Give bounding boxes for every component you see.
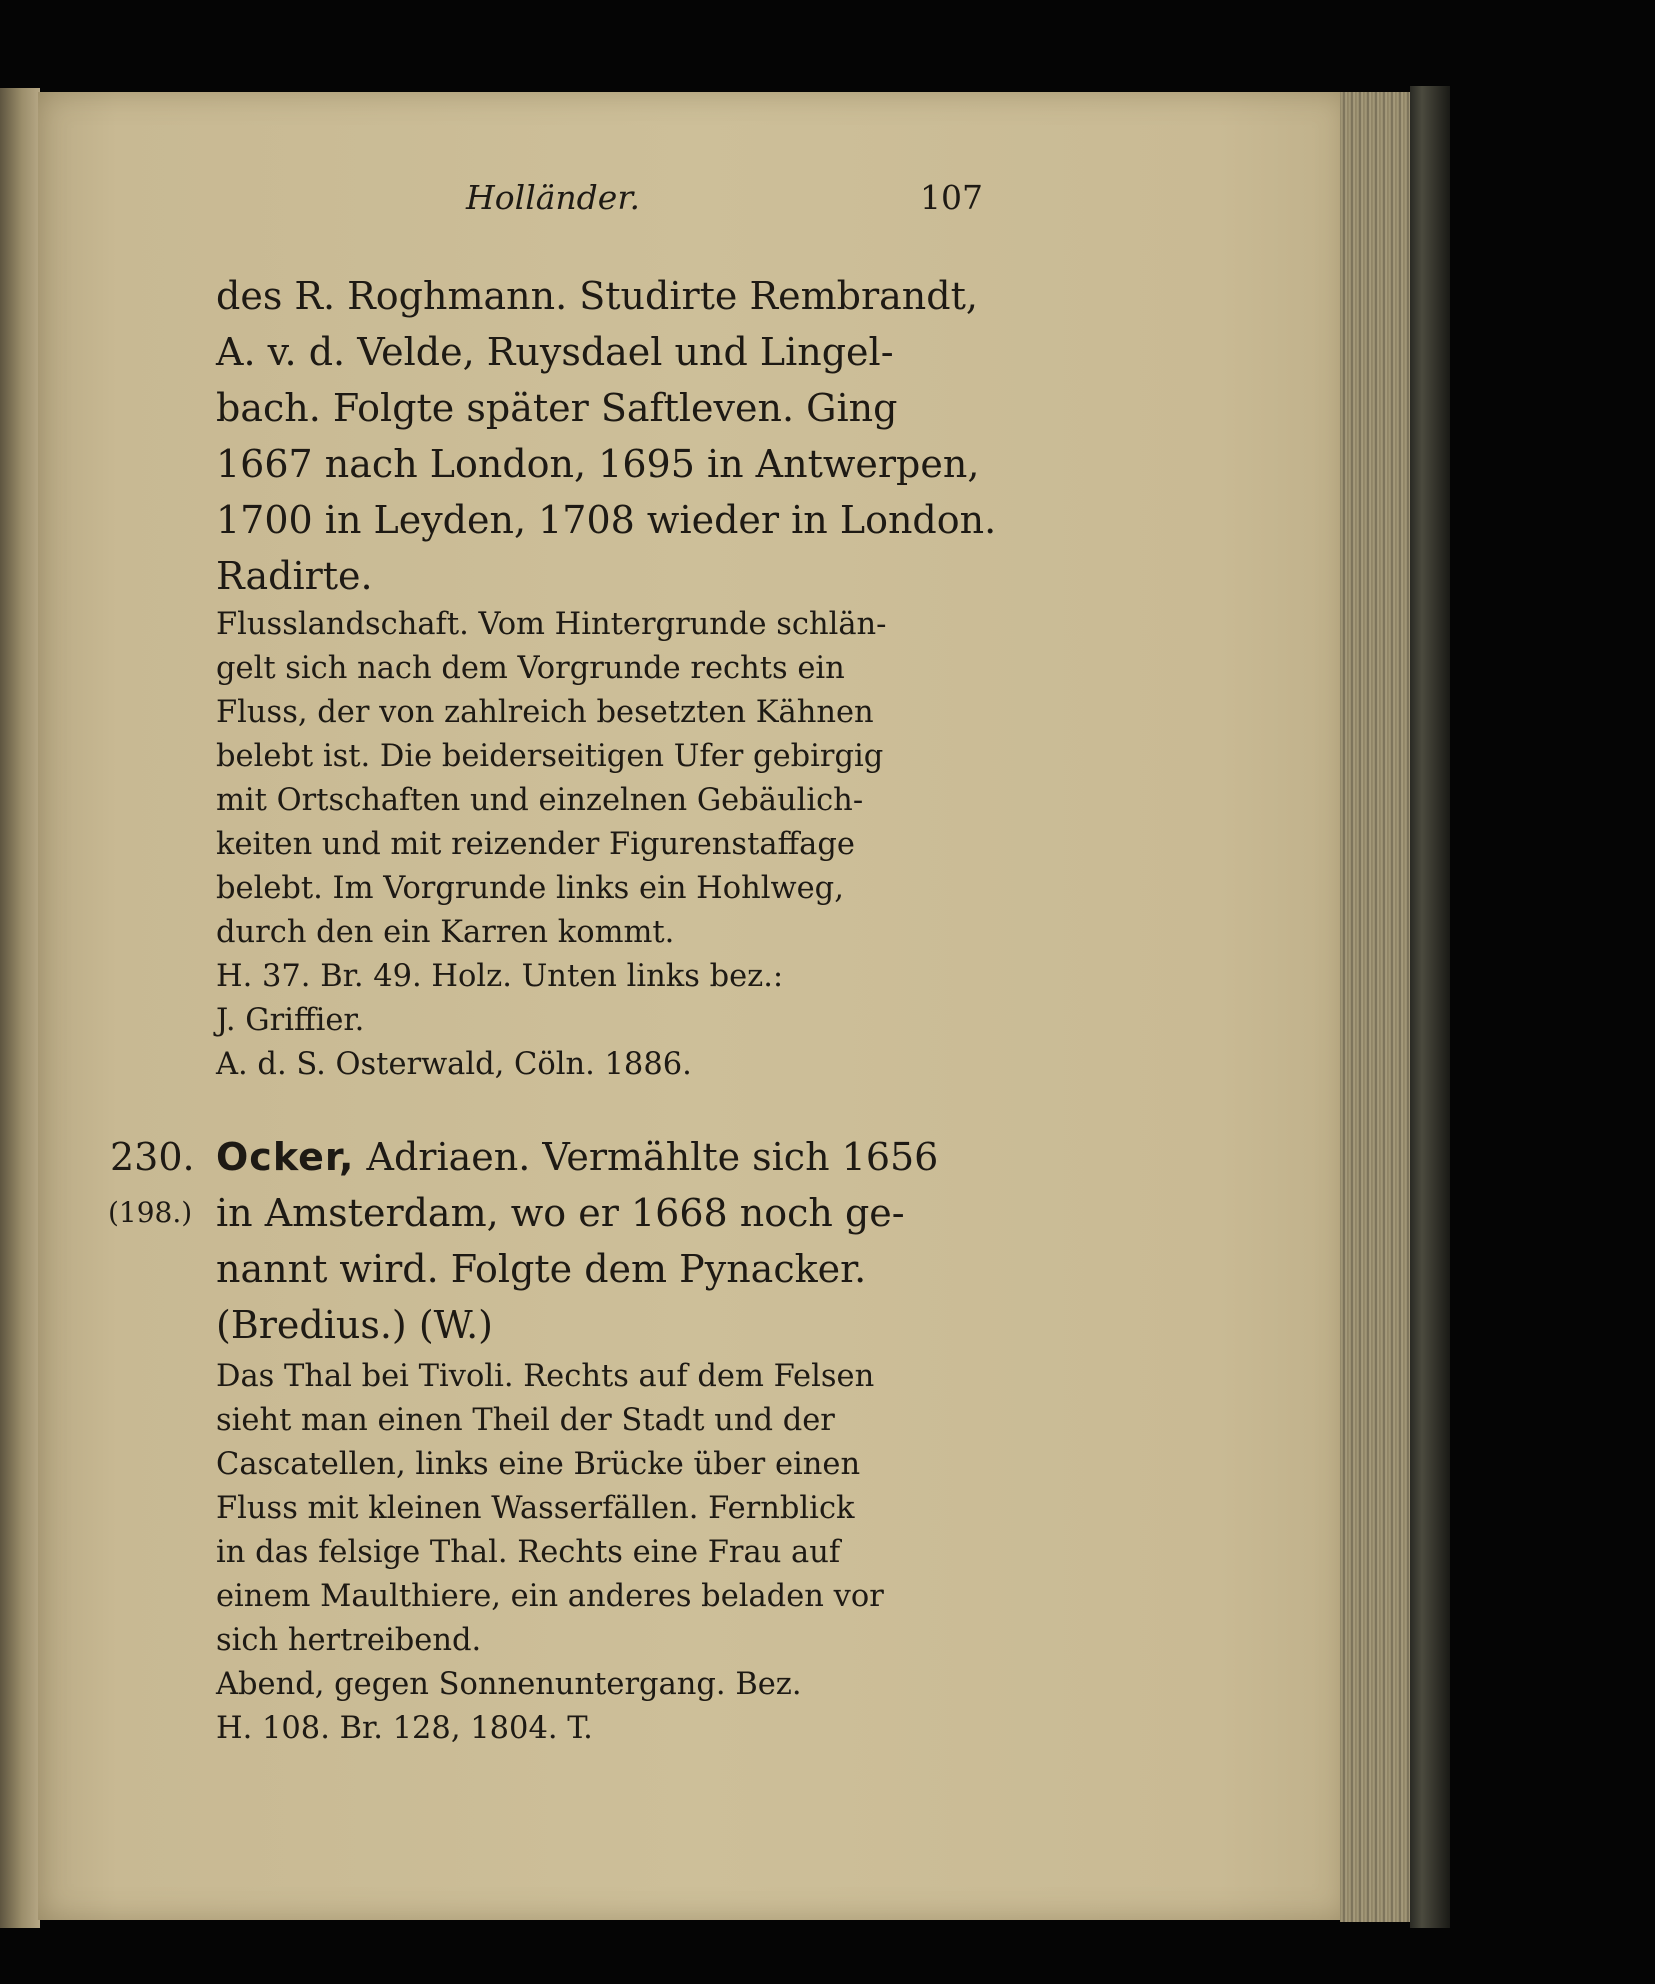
page-number: 107 <box>920 178 983 217</box>
text-line: Cascatellen, links eine Brücke über einen <box>216 1447 861 1482</box>
artist-name: Ocker, <box>216 1135 355 1179</box>
text-line: sieht man einen Theil der Stadt und der <box>216 1403 835 1438</box>
text-line: einem Maulthiere, ein anderes beladen vor <box>216 1579 884 1614</box>
text-line: 1667 nach London, 1695 in Antwerpen, <box>216 442 980 486</box>
text-line: mit Ortschaften und einzelnen Gebäulich- <box>216 783 864 818</box>
text-line: durch den ein Karren kommt. <box>216 915 675 950</box>
cover-edge <box>1410 86 1450 1928</box>
running-head-title: Holländer. <box>466 178 640 217</box>
entry-230-description <box>216 1355 884 1751</box>
text-line: J. Griffier. <box>216 1003 365 1038</box>
text-line: Fluss, der von zahlreich besetzten Kähnen <box>216 695 874 730</box>
text-line: sich hertreibend. <box>216 1623 482 1658</box>
text-line: Fluss mit kleinen Wasserfällen. Fernblick <box>216 1491 855 1526</box>
text-line: H. 108. Br. 128, 1804. T. <box>216 1711 593 1746</box>
left-page-edge <box>0 88 40 1928</box>
text-line <box>216 1129 938 1185</box>
text-line: (Bredius.) (W.) <box>216 1303 493 1347</box>
previous-entry-description <box>216 603 886 1087</box>
text-line: in das felsige Thal. Rechts eine Frau auf <box>216 1535 841 1570</box>
text-line: Radirte. <box>216 554 373 598</box>
text-line: belebt ist. Die beiderseitigen Ufer gebirgig <box>216 739 884 774</box>
previous-entry-biography <box>216 268 996 604</box>
text-line: belebt. Im Vorgrunde links ein Hohlweg, <box>216 871 844 906</box>
text-line: keiten und mit reizender Figurenstaffage <box>216 827 855 862</box>
text-line: Das Thal bei Tivoli. Rechts auf dem Felsen <box>216 1359 875 1394</box>
text-line: in Amsterdam, wo er 1668 noch ge- <box>216 1191 905 1235</box>
text-line: des R. Roghmann. Studirte Rembrandt, <box>216 274 978 318</box>
text-line: A. d. S. Osterwald, Cöln. 1886. <box>216 1047 692 1082</box>
text-line: A. v. d. Velde, Ruysdael und Lingel- <box>216 330 894 374</box>
text-line: bach. Folgte später Saftleven. Ging <box>216 386 898 430</box>
bio-first-line-rest: Adriaen. Vermählte sich 1656 <box>354 1135 939 1179</box>
text-line: H. 37. Br. 49. Holz. Unten links bez.: <box>216 959 784 994</box>
text-line: Abend, gegen Sonnenuntergang. Bez. <box>216 1667 802 1702</box>
text-line: gelt sich nach dem Vorgrunde rechts ein <box>216 651 845 686</box>
entry-old-number: (198.) <box>108 1196 193 1229</box>
entry-number: 230. <box>110 1135 195 1179</box>
text-line: 1700 in Leyden, 1708 wieder in London. <box>216 498 997 542</box>
page-edges <box>1340 92 1410 1922</box>
text-line: Flusslandschaft. Vom Hintergrunde schlän- <box>216 607 887 642</box>
entry-230-biography <box>216 1129 938 1353</box>
text-line: nannt wird. Folgte dem Pynacker. <box>216 1247 867 1291</box>
